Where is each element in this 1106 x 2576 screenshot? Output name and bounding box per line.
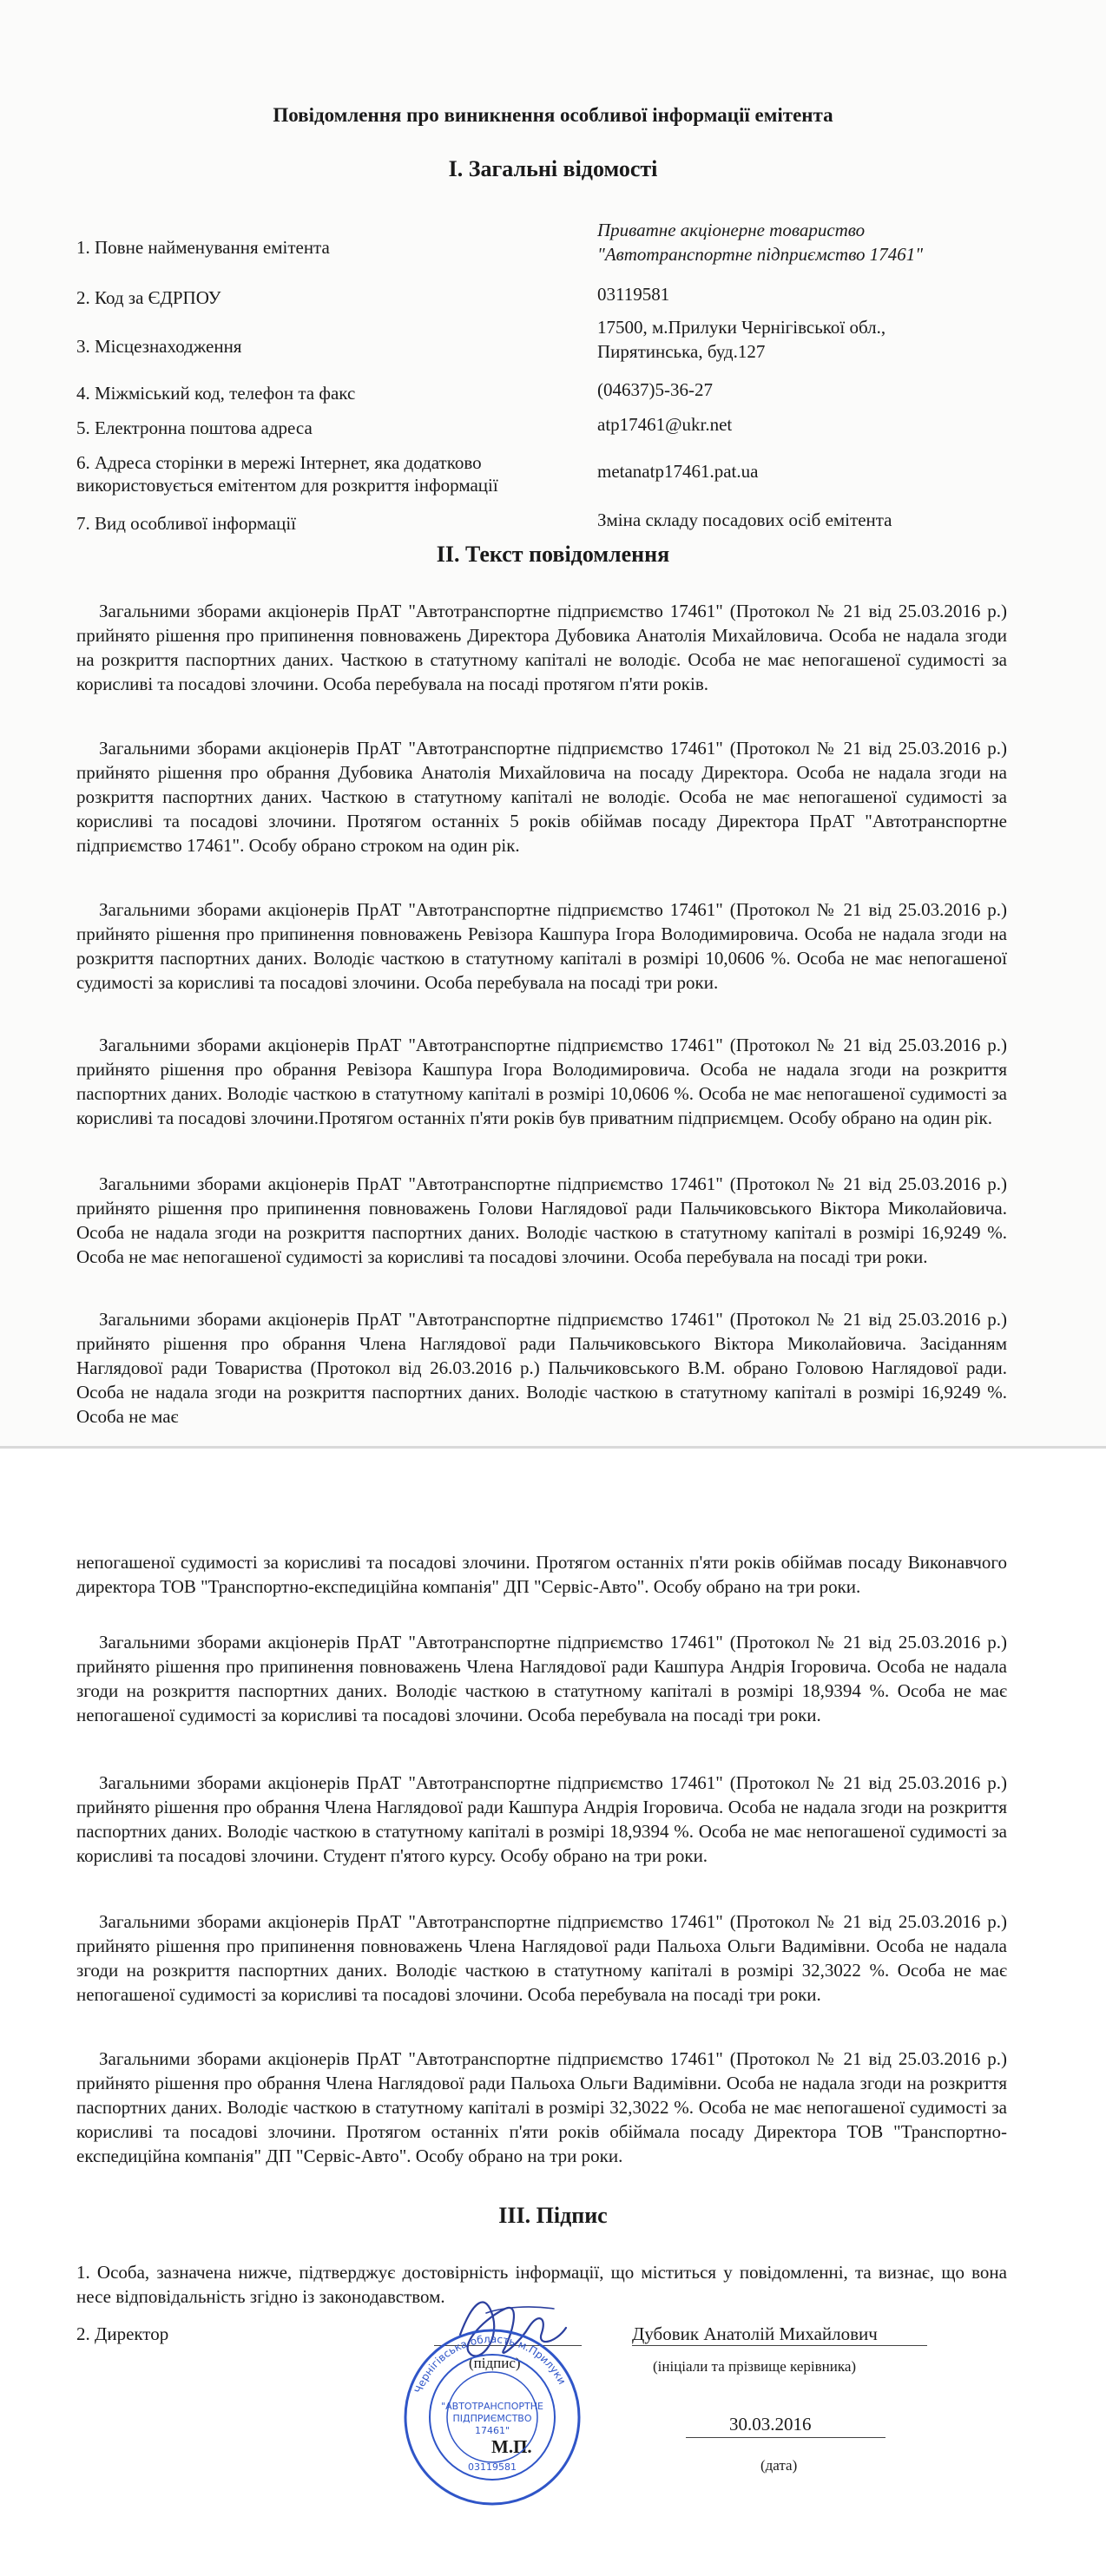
row-4-label: 4. Міжміський код, телефон та факс: [76, 383, 356, 404]
row-1-value-line-2: "Автотранспортне підприємство 17461": [597, 244, 924, 265]
paragraph-6-continued: непогашеної судимості за корисливі та посадові злочини. Протягом останніх п'яти років обіймав посаду Виконавчого директора ТОВ "Транспортно-експедиційна компанія" ДП "Сервіс-Авто". Особу обрано на три роки.: [76, 1552, 1007, 1597]
name-caption: (ініціали та прізвище керівника): [653, 2358, 857, 2375]
row-7-value: Зміна складу посадових осіб емітента: [597, 509, 892, 530]
position-label: 2. Директор: [76, 2323, 169, 2344]
date-caption: (дата): [760, 2457, 798, 2474]
row-1-value-line-1: Приватне акціонерне товариство: [597, 220, 866, 240]
signature-caption: (підпис): [469, 2355, 521, 2371]
name-line: [632, 2345, 927, 2346]
section-3-heading: III. Підпис: [498, 2203, 608, 2228]
date-line: [686, 2437, 885, 2438]
row-2-label: 2. Код за ЄДРПОУ: [76, 287, 221, 308]
row-1-label: 1. Повне найменування емітента: [76, 237, 330, 258]
svg-text:Чернігівська область м.Прилуки: [412, 2333, 569, 2395]
paragraph-2: Загальними зборами акціонерів ПрАТ "Автотранспортне підприємство 17461" (Протокол № 21 від 25.03.2016 р.) прийнято рішення про обрання Дубовика Анатолія Михайловича на посаду Директора. Особа не надала згоди на розкриття паспортних даних. Часткою в статутному капіталі не володіє. Особа не має непогашеної судимості за корисливі та посадові злочини. Протягом останніх 5 років обіймав посаду Директора ПрАТ "Автотранспортне підприємство 17461". Особу обрано строком на один рік.: [76, 738, 1007, 856]
company-seal: [401, 2326, 583, 2508]
paragraph-6: Загальними зборами акціонерів ПрАТ "Автотранспортне підприємство 17461" (Протокол № 21 від 25.03.2016 р.) прийнято рішення про обрання Члена Наглядової ради Пальчиковського Віктора Миколайовича. Засіданням Наглядової ради Товариства (Протокол від 26.03.2016 р.) Пальчиковського В.М. обрано Головою Наглядової ради. Особа не надала згоди на розкриття паспортних даних. Володіє часткою в статутному капіталі в розмірі 16,9249 %. Особа не має: [76, 1309, 1007, 1427]
row-7-label: 7. Вид особливої інформації: [76, 513, 296, 534]
section-2-heading: II. Текст повідомлення: [436, 542, 670, 567]
stamp-place-label: М.П.: [491, 2436, 532, 2457]
row-6-label-line-2: використовується емітентом для розкриття інформації: [76, 475, 498, 496]
row-3-value-line-1: 17500, м.Прилуки Чернігівської обл.,: [597, 317, 886, 338]
seal-line-3: 17461": [474, 2425, 510, 2436]
signature-confirmation: 1. Особа, зазначена нижче, підтверджує достовірність інформації, що міститься у повідомленні, та визнає, що вона несе відповідальність згідно із законодавством.: [76, 2262, 1007, 2307]
signer-name: Дубовик Анатолій Михайлович: [632, 2323, 878, 2344]
seal-line-1: "АВТОТРАНСПОРТНЕ: [441, 2401, 543, 2412]
row-6-value: metanatp17461.pat.ua: [597, 461, 759, 482]
seal-line-2: ПІДПРИЄМСТВО: [452, 2413, 532, 2424]
paragraph-3: Загальними зборами акціонерів ПрАТ "Автотранспортне підприємство 17461" (Протокол № 21 від 25.03.2016 р.) прийнято рішення про припинення повноважень Ревізора Кашпура Ігора Володимировича. Особа не надала згоди на розкриття паспортних даних. Володіє часткою в статутному капіталі в розмірі 10,0606 %. Особа не має непогашеної судимості за корисливі та посадові злочини. Особа перебувала на посаді три роки.: [76, 899, 1007, 993]
row-5-label: 5. Електронна поштова адреса: [76, 417, 313, 438]
row-3-label: 3. Місцезнаходження: [76, 336, 242, 357]
signature-date: 30.03.2016: [729, 2414, 812, 2435]
paragraph-9: Загальними зборами акціонерів ПрАТ "Автотранспортне підприємство 17461" (Протокол № 21 від 25.03.2016 р.) прийнято рішення про припинення повноважень Члена Наглядової ради Пальоха Ольги Вадимівни. Особа не надала згоди на розкриття паспортних даних. Володіє часткою в статутному капіталі в розмірі 32,3022 %. Особа не має непогашеної судимості за корисливі та посадові злочини. Особа перебувала на посаді три роки.: [76, 1911, 1007, 2005]
paragraph-5: Загальними зборами акціонерів ПрАТ "Автотранспортне підприємство 17461" (Протокол № 21 від 25.03.2016 р.) прийнято рішення про припинення повноважень Голови Наглядової ради Пальчиковського Віктора Миколайовича. Особа не надала згоди на розкриття паспортних даних. Володіє часткою в статутному капіталі в розмірі 16,9249 %. Особа не має непогашеної судимості за корисливі та посадові злочини. Особа перебувала на посаді три роки.: [76, 1173, 1007, 1267]
paragraph-1: Загальними зборами акціонерів ПрАТ "Автотранспортне підприємство 17461" (Протокол № 21 від 25.03.2016 р.) прийнято рішення про припинення повноважень Директора Дубовика Анатолія Михайловича. Особа не надала згоди на розкриття паспортних даних. Часткою в статутному капіталі не володіє. Особа не має непогашеної судимості за корисливі та посадові злочини. Особа перебувала на посаді протягом п'яти років.: [76, 601, 1007, 694]
row-5-value: atp17461@ukr.net: [597, 414, 733, 435]
page-divider: [0, 1446, 1106, 1449]
seal-outer-text: Чернігівська область м.Прилуки: [411, 2332, 569, 2395]
row-2-value: 03119581: [597, 284, 670, 305]
row-4-value: (04637)5-36-27: [597, 379, 713, 400]
document-title: Повідомлення про виникнення особливої інформації емітента: [273, 104, 833, 126]
paragraph-4: Загальними зборами акціонерів ПрАТ "Автотранспортне підприємство 17461" (Протокол № 21 від 25.03.2016 р.) прийнято рішення про обрання Ревізора Кашпура Ігора Володимировича. Особа не надала згоди на розкриття паспортних даних. Володіє часткою в статутному капіталі в розмірі 10,0606 %. Особа не має непогашеної судимості за корисливі та посадові злочини.Протягом останніх п'яти років був приватним підприємцем. Особу обрано на один рік.: [76, 1035, 1007, 1128]
section-1-heading: I. Загальні відомості: [448, 156, 658, 181]
row-6-label-line-1: 6. Адреса сторінки в мережі Інтернет, яка додатково: [76, 452, 482, 473]
seal-code: 03119581: [468, 2461, 517, 2473]
paragraph-7: Загальними зборами акціонерів ПрАТ "Автотранспортне підприємство 17461" (Протокол № 21 від 25.03.2016 р.) прийнято рішення про припинення повноважень Члена Наглядової ради Кашпура Андрія Ігоровича. Особа не надала згоди на розкриття паспортних даних. Володіє часткою в статутному капіталі в розмірі 18,9394 %. Особа не має непогашеної судимості за корисливі та посадові злочини. Особа перебувала на посаді три роки.: [76, 1632, 1007, 1725]
paragraph-10: Загальними зборами акціонерів ПрАТ "Автотранспортне підприємство 17461" (Протокол № 21 від 25.03.2016 р.) прийнято рішення про обрання Члена Наглядової ради Пальоха Ольги Вадимівни. Особа не надала згоди на розкриття паспортних даних. Володіє часткою в статутному капіталі в розмірі 32,3022 %. Особа не має непогашеної судимості за корисливі та посадові злочини. Протягом останніх п'яти років обіймала посаду Директора ТОВ "Транспортно-експедиційна компанія" ДП "Сервіс-Авто". Особу обрано на три роки.: [76, 2048, 1007, 2166]
paragraph-8: Загальними зборами акціонерів ПрАТ "Автотранспортне підприємство 17461" (Протокол № 21 від 25.03.2016 р.) прийнято рішення про обрання Члена Наглядової ради Кашпура Андрія Ігоровича. Особа не надала згоди на розкриття паспортних даних. Володіє часткою в статутному капіталі в розмірі 18,9394 %. Особа не має непогашеної судимості за корисливі та посадові злочини. Студент п'ятого курсу. Особу обрано на три роки.: [76, 1772, 1007, 1866]
row-3-value-line-2: Пирятинська, буд.127: [597, 341, 766, 362]
